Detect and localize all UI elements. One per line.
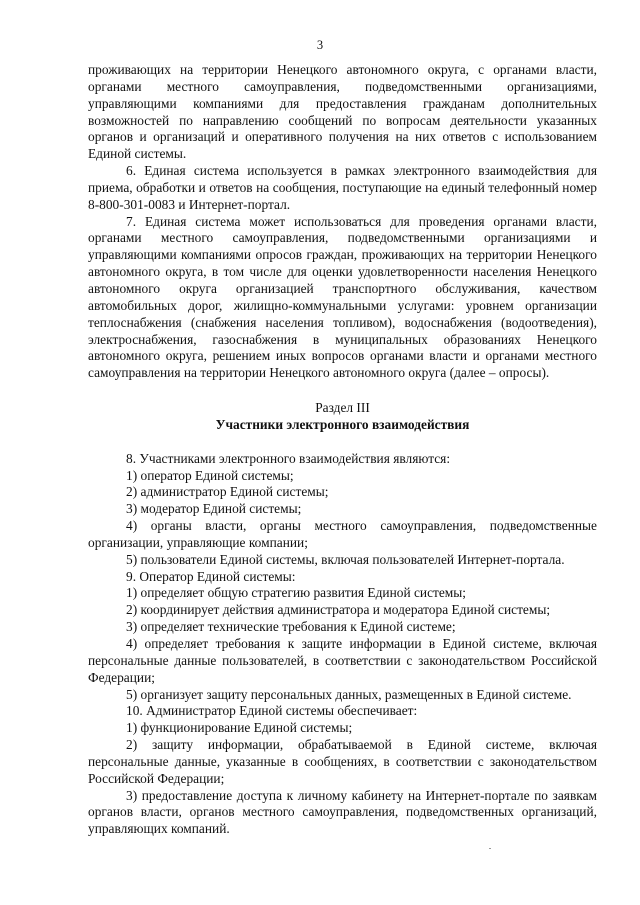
paragraph-item-9: 9. Оператор Единой системы: (126, 568, 296, 584)
document-body (88, 62, 597, 838)
scan-speck (489, 848, 491, 849)
paragraph-item-7: 7. Единая система может использоваться для проведения органами власти, органами местного самоуправления, подведомственными организациями и управляющими компаниями опросов граждан, проживающих на территории Ненецкого автономного округа, в том числе для оценки удовлетворенности населения Ненецкого автономного округа организацией транспортного обслуживания, качеством автомобильных дорог, жилищно-коммунальными услугами: уровнем организации теплоснабжения (снабжения населения топливом), водоснабжения (водоотведения), электроснабжения, газоснабжения в муниципальных образованиях Ненецкого автономного округа, решением иных вопросов органами власти и органами местного самоуправления на территории Ненецкого автономного округа (далее – опросы). (88, 213, 597, 381)
spacer (88, 434, 597, 451)
list-item: 3) предоставление доступа к личному кабинету на Интернет-портале по заявкам органов власти, органов местного самоуправления, подведомственных организаций, управляющих компаний. (88, 787, 597, 837)
paragraph-item-10: 10. Администратор Единой системы обеспечивает: (126, 703, 418, 719)
list-item: 1) функционирование Единой системы; (126, 720, 353, 736)
paragraph-continuation: проживающих на территории Ненецкого автономного округа, с органами власти, органами местного самоуправления, подведомственными организациями, управляющими компаниями для предоставления гражданам дополнительных возможностей по направлению сообщений по вопросам деятельности указанных органов и организаций и оперативного получения на них ответов с использованием Единой системы. (88, 62, 597, 162)
list-item: 2) администратор Единой системы; (126, 484, 329, 500)
list-item: 3) модератор Единой системы; (126, 501, 302, 517)
section-title: Участники электронного взаимодействия (215, 416, 470, 432)
page-number: 3 (316, 38, 324, 52)
list-item: 4) органы власти, органы местного самоуправления, подведомственные организации, управляющие компании; (88, 518, 597, 550)
list-item: 3) определяет технические требования к Единой системе; (126, 619, 456, 635)
spacer (88, 382, 597, 400)
list-item: 1) оператор Единой системы; (126, 467, 294, 483)
list-item: 4) определяет требования к защите информации в Единой системе, включая персональные данные пользователей, в соответствии с законодательством Российской Федерации; (88, 636, 597, 685)
list-item: 2) координирует действия администратора и модератора Единой системы; (126, 602, 551, 618)
paragraph-item-8: 8. Участниками электронного взаимодействия являются: (126, 450, 451, 466)
list-item: 5) организует защиту персональных данных, размещенных в Единой системе. (126, 686, 572, 702)
list-item: 1) определяет общую стратегию развития Единой системы; (126, 585, 467, 601)
list-item: 5) пользователи Единой системы, включая пользователей Интернет-портала. (126, 551, 565, 567)
section-label: Раздел III (315, 400, 370, 416)
list-item: 2) защиту информации, обрабатываемой в Единой системе, включая персональные данные, указанные в сообщениях, в соответствии с законодательством Российской Федерации; (88, 737, 597, 786)
paragraph-item-6: 6. Единая система используется в рамках электронного взаимодействия для приема, обработки и ответов на сообщения, поступающие на единый телефонный номер 8-800-301-0083 и Интернет-портал. (88, 163, 597, 212)
